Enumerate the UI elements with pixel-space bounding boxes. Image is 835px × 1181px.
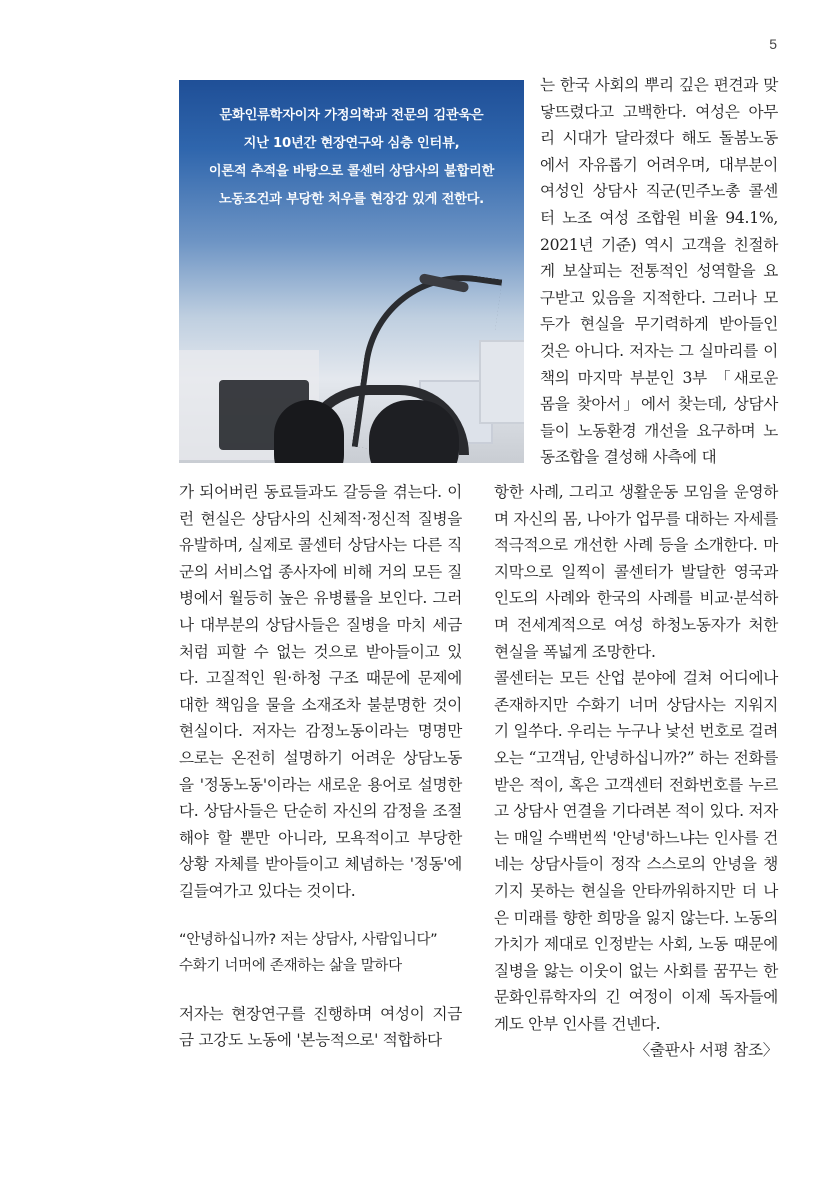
section-subheading	[179, 927, 462, 979]
body-paragraph: 는 한국 사회의 뿌리 깊은 편견과 맞닿뜨렸다고 고백한다. 여성은 아무리 시대가 달라졌다 해도 돌봄노동에서 자유롭기 어려우며, 대부분이 여성인 상담사 직군(민주노총 콜센터 노조 여성 조합원 비율 94.1%, 2021년 기준) 역시 고객을 친절하게 보살피는 전통적인 성역할을 요구받고 있음을 지적한다. 그러나 모두가 현실을 무기력하게 받아들인 것은 아니다. 저자는 그 실마리를 이 책의 마지막 부분인 3부 「새로운 몸을 찾아서」에서 찾는데, 상담사들이 노동환경 개선을 요구하며 노동조합을 결성해 사측에 대	[540, 76, 778, 467]
headset-photo	[179, 80, 524, 463]
caption-line: 지난 10년간 현장연구와 심층 인터뷰,	[243, 136, 460, 151]
caption-line: 문화인류학자이자 가정의학과 전문의 김관욱은	[219, 108, 484, 123]
subheading-line-2: 수화기 너머에 존재하는 삶을 말하다	[179, 957, 402, 974]
body-paragraph: 항한 사례, 그리고 생활운동 모임을 운영하며 자신의 몸, 나아가 업무를 대하는 자세를 적극적으로 개선한 사례 등을 소개한다. 마지막으로 일찍이 콜센터가 발달한 영국과 인도의 사례와 한국의 사례를 비교·분석하며 전세계적으로 여성 하청노동자가 처한 현실을 폭넓게 조망한다.	[494, 483, 778, 661]
subheading-line-1: “안녕하십니까? 저는 상담사, 사람입니다”	[179, 931, 438, 948]
caption-line: 노동조건과 부당한 처우를 현장감 있게 전한다.	[218, 192, 484, 207]
body-paragraph	[494, 665, 778, 1060]
page-number: 5	[769, 36, 777, 52]
caption-line: 이론적 추적을 바탕으로 콜센터 상담사의 불합리한	[208, 164, 495, 179]
right-column-bottom	[494, 479, 778, 1064]
body-paragraph-text: 콜센터는 모든 산업 분야에 걸쳐 어디에나 존재하지만 수화기 너머 상담사는 지워지기 일쑤다. 우리는 누구나 낯선 번호로 걸려오는 “고객님, 안녕하십니까?” 하는 전화를 받은 적이, 혹은 고객센터 전화번호를 누르고 상담사 연결을 기다려본 적이 있다. 저자는 매일 수백번씩 '안녕'하느냐는 인사를 건네는 상담사들이 정작 스스로의 안녕을 챙기지 못하는 현실을 안타까워하지만 더 나은 미래를 향한 희망을 잃지 않는다. 노동의 가치가 제대로 인정받는 사회, 노동 때문에 질병을 앓는 이웃이 없는 사회를 꿈꾸는 한 문화인류학자의 긴 여정이 이제 독자들에게도 안부 인사를 건넨다.	[494, 669, 778, 1033]
left-column	[179, 479, 462, 1054]
headset-ear-left	[274, 400, 344, 463]
photo-caption	[179, 102, 524, 214]
body-paragraph: 가 되어버린 동료들과도 갈등을 겪는다. 이런 현실은 상담사의 신체적·정신적 질병을 유발하며, 실제로 콜센터 상담사는 다른 직군의 서비스업 종사자에 비해 거의 모든 질병에서 월등히 높은 유병률을 보인다. 그러나 대부분의 상담사들은 질병을 마치 세금처럼 피할 수 없는 것으로 받아들이고 있다. 고질적인 원·하청 구조 때문에 문제에 대한 책임을 물을 소재조차 불분명한 것이 현실이다. 저자는 감정노동이라는 명명만으로는 온전히 설명하기 어려운 상담노동을 '정동노동'이라는 새로운 용어로 설명한다. 상담사들은 단순히 자신의 감정을 조절해야 할 뿐만 아니라, 모욕적이고 부당한 상황 자체를 받아들이고 체념하는 '정동'에 길들여가고 있다는 것이다.	[179, 483, 462, 900]
source-note: 〈출판사 서평 참조〉	[634, 1041, 778, 1060]
headset-ear-right	[369, 400, 459, 463]
body-paragraph: 저자는 현장연구를 진행하며 여성이 지금 금 고강도 노동에 '본능적으로' 적합하다	[179, 1004, 462, 1050]
right-column-top	[540, 72, 778, 471]
